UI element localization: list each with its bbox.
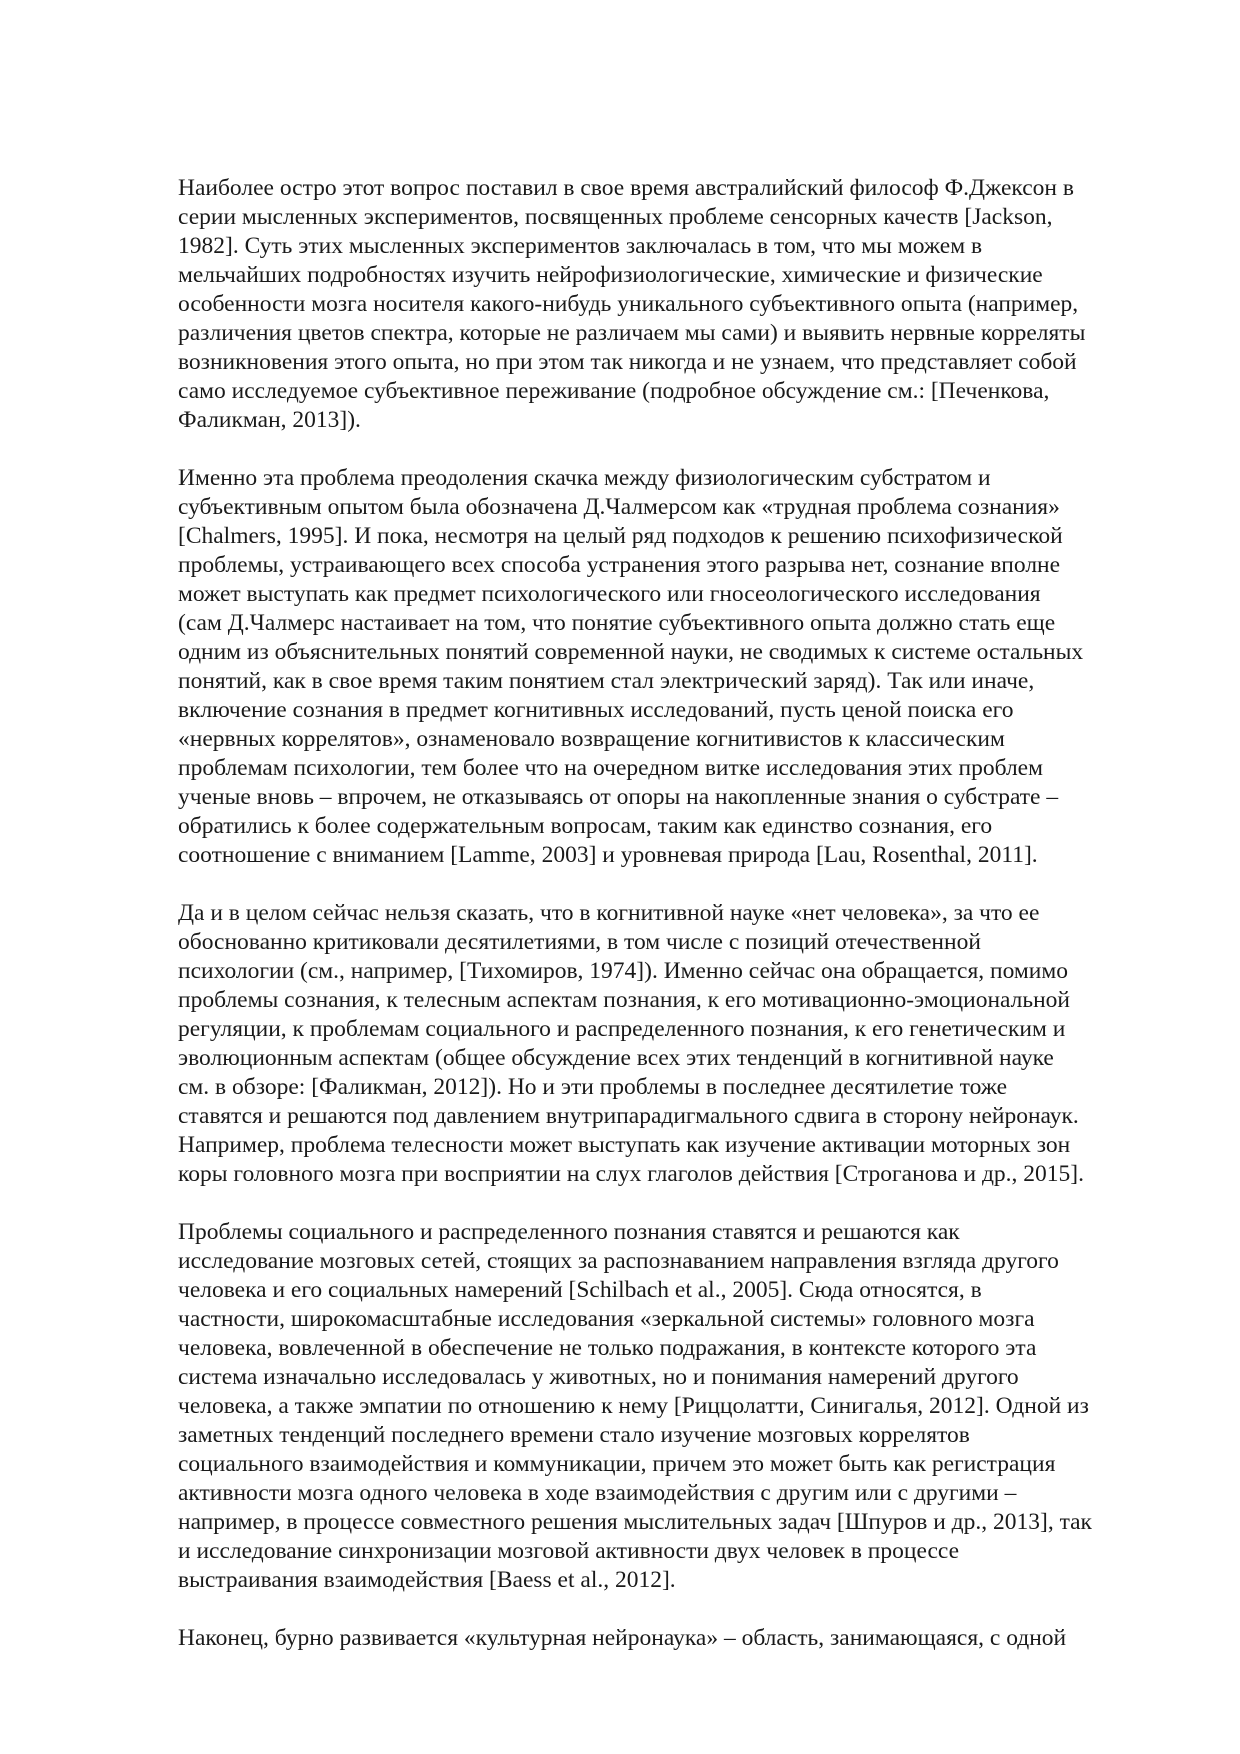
text-line: например, в процессе совместного решения мыслительных задач [Шпуров и др., 2013], так [178, 1509, 1092, 1535]
text-line: Проблемы социального и распределенного познания ставятся и решаются как [178, 1219, 960, 1245]
text-line: мельчайших подробностях изучить нейрофизиологические, химические и физические [178, 262, 1043, 288]
text-line: [Chalmers, 1995]. И пока, несмотря на целый ряд подходов к решению психофизической [178, 523, 1063, 549]
text-line: частности, широкомасштабные исследования «зеркальной системы» головного мозга [178, 1306, 1035, 1332]
text-line: серии мысленных экспериментов, посвященных проблеме сенсорных качеств [Jackson, [178, 204, 1053, 230]
text-line: проблемам психологии, тем более что на очередном витке исследования этих проблем [178, 755, 1043, 781]
text-line: заметных тенденций последнего времени стало изучение мозговых коррелятов [178, 1422, 970, 1448]
text-line: обратились к более содержательным вопросам, таким как единство сознания, его [178, 813, 993, 839]
text-line: Именно эта проблема преодоления скачка между физиологическим субстратом и [178, 465, 991, 491]
text-line: человека, вовлеченной в обеспечение не только подражания, в контексте которого эта [178, 1335, 1037, 1361]
paragraph-jackson [178, 174, 1188, 435]
text-line: система изначально исследовалась у животных, но и понимания намерений другого [178, 1364, 1019, 1390]
text-line: включение сознания в предмет когнитивных исследований, пусть ценой поиска его [178, 697, 1014, 723]
text-line: 1982]. Суть этих мысленных экспериментов заключалась в том, что мы можем в [178, 233, 983, 259]
text-line: регуляции, к проблемам социального и распределенного познания, к его генетическим и [178, 1016, 1066, 1042]
text-line: Фаликман, 2013]). [178, 407, 361, 433]
text-line: социального взаимодействия и коммуникации, причем это может быть как регистрация [178, 1451, 1056, 1477]
text-line: проблемы, устраивающего всех способа устранения этого разрыва нет, сознание вполне [178, 552, 1061, 578]
text-line: особенности мозга носителя какого-нибудь уникального субъективного опыта (например, [178, 291, 1079, 317]
text-line: Например, проблема телесности может выступать как изучение активации моторных зон [178, 1132, 1071, 1158]
text-line: Да и в целом сейчас нельзя сказать, что в когнитивной науке «нет человека», за что ее [178, 900, 1040, 926]
text-line: коры головного мозга при восприятии на слух глаголов действия [Строганова и др., 2015]. [178, 1161, 1084, 1187]
text-line: психологии (см., например, [Тихомиров, 1974]). Именно сейчас она обращается, помимо [178, 958, 1068, 984]
text-line: само исследуемое субъективное переживание (подробное обсуждение см.: [Печенкова, [178, 378, 1050, 404]
text-line: «нервных коррелятов», ознаменовало возвращение когнитивистов к классическим [178, 726, 1005, 752]
text-line: соотношение с вниманием [Lamme, 2003] и уровневая природа [Lau, Rosenthal, 2011]. [178, 842, 1038, 868]
body-text [178, 174, 1188, 1682]
text-line: может выступать как предмет психологического или гносеологического исследования [178, 581, 1041, 607]
text-line: возникновения этого опыта, но при этом так никогда и не узнаем, что представляет собой [178, 349, 1077, 375]
text-line: понятий, как в свое время таким понятием стал электрический заряд). Так или иначе, [178, 668, 1035, 694]
text-line: субъективным опытом была обозначена Д.Чалмерсом как «трудная проблема сознания» [178, 494, 1060, 520]
text-line: Наиболее остро этот вопрос поставил в свое время австралийский философ Ф.Джексон в [178, 175, 1074, 201]
paragraph-cognitive-science [178, 899, 1188, 1189]
text-line: ставятся и решаются под давлением внутрипарадигмального сдвига в сторону нейронаук. [178, 1103, 1079, 1129]
text-line: (сам Д.Чалмерс настаивает на том, что понятие субъективного опыта должно стать еще [178, 610, 1056, 636]
text-line: проблемы сознания, к телесным аспектам познания, к его мотивационно-эмоциональной [178, 987, 1071, 1013]
text-line: исследование мозговых сетей, стоящих за распознаванием направления взгляда другого [178, 1248, 1059, 1274]
text-line: Наконец, бурно развивается «культурная нейронаука» – область, занимающаяся, с одной [178, 1625, 1067, 1651]
text-line: человека, а также эмпатии по отношению к нему [Риццолатти, Синигалья, 2012]. Одной из [178, 1393, 1089, 1419]
text-line: различения цветов спектра, которые не различаем мы сами) и выявить нервные корреляты [178, 320, 1086, 346]
text-line: человека и его социальных намерений [Schilbach et al., 2005]. Сюда относятся, в [178, 1277, 982, 1303]
text-line: ученые вновь – впрочем, не отказываясь от опоры на накопленные знания о субстрате – [178, 784, 1059, 810]
text-line: одним из объяснительных понятий современной науки, не сводимых к системе остальных [178, 639, 1084, 665]
text-line: активности мозга одного человека в ходе взаимодействия с другим или с другими – [178, 1480, 1017, 1506]
text-line: и исследование синхронизации мозговой активности двух человек в процессе [178, 1538, 960, 1564]
paragraph-chalmers [178, 464, 1188, 870]
paragraph-cultural-neuroscience [178, 1624, 1188, 1653]
text-line: эволюционным аспектам (общее обсуждение всех этих тенденций в когнитивной науке [178, 1045, 1054, 1071]
paragraph-social-cognition [178, 1218, 1188, 1595]
text-line: обоснованно критиковали десятилетиями, в том числе с позиций отечественной [178, 929, 981, 955]
text-line: см. в обзоре: [Фаликман, 2012]). Но и эти проблемы в последнее десятилетие тоже [178, 1074, 1008, 1100]
text-line: выстраивания взаимодействия [Baess et al., 2012]. [178, 1567, 676, 1593]
